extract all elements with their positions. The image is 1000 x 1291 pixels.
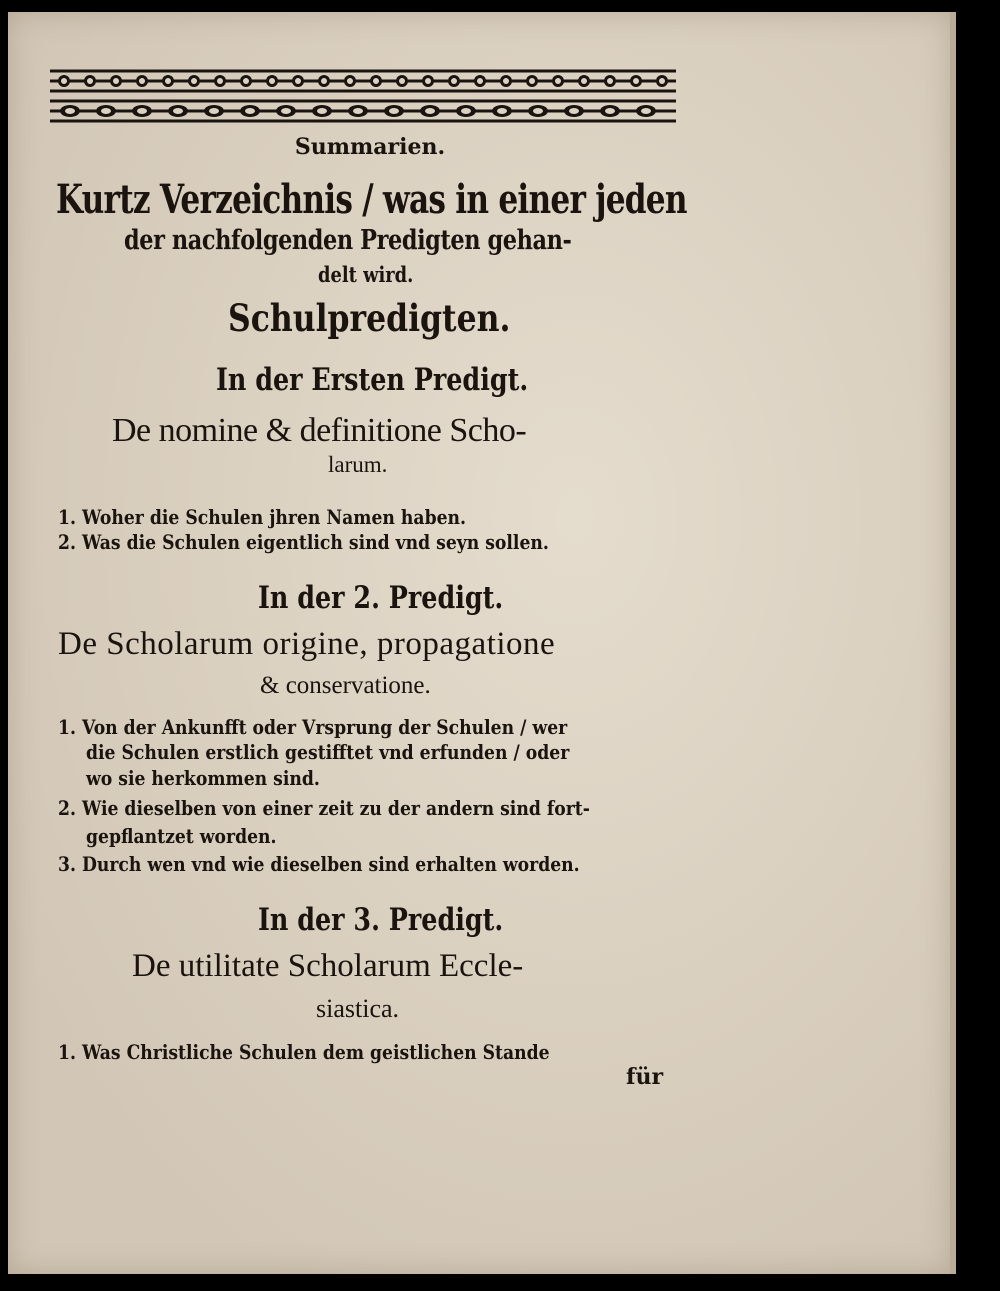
sermon-3-item-1: 1. Was Christliche Schulen dem geistlichen Stande	[58, 1040, 550, 1064]
sermon-2-item-3: 3. Durch wen vnd wie dieselben sind erhalten worden.	[58, 852, 580, 876]
sermon-2-heading: In der 2. Predigt.	[258, 580, 504, 616]
sermon-1-item-2: 2. Was die Schulen eigentlich sind vnd seyn sollen.	[58, 530, 549, 554]
sermon-1-latin-line-1: De nomine & definitione Scho-	[112, 412, 527, 449]
title-line-2: der nachfolgenden Predigten gehan-	[124, 225, 572, 256]
section-title: Schulpredigten.	[228, 296, 511, 340]
sermon-1-heading: In der Ersten Predigt.	[216, 362, 529, 398]
sermon-2-item-2: 2. Wie dieselben von einer zeit zu der andern sind fort-	[58, 796, 590, 820]
sermon-3-latin-line-1: De utilitate Scholarum Eccle-	[132, 948, 524, 984]
title-line-3: delt wird.	[318, 262, 414, 287]
sermon-2-item-1-cont-2: wo sie herkommen sind.	[86, 766, 320, 790]
ornament-border-top	[50, 68, 676, 94]
page-edge	[950, 12, 956, 1274]
sermon-1-latin-line-2: larum.	[328, 452, 388, 477]
sermon-2-latin-line-2: & conservatione.	[260, 672, 431, 699]
sermon-2-item-1-cont: die Schulen erstlich gestifftet vnd erfunden / oder	[86, 740, 570, 764]
title-line-1: Kurtz Verzeichnis / was in einer jeden	[56, 176, 687, 223]
ornament-border-bottom	[50, 98, 676, 124]
sermon-3-heading: In der 3. Predigt.	[258, 902, 504, 938]
sermon-2-item-1: 1. Von der Ankunfft oder Vrsprung der Schulen / wer	[58, 715, 568, 739]
sermon-2-item-2-cont: gepflantzet worden.	[86, 824, 277, 848]
sermon-1-item-1: 1. Woher die Schulen jhren Namen haben.	[58, 505, 467, 529]
summary-label: Summarien.	[294, 134, 446, 160]
sermon-2-latin-line-1: De Scholarum origine, propagatione	[58, 626, 556, 662]
catchword: für	[626, 1064, 664, 1090]
sermon-3-latin-line-2: siastica.	[316, 994, 400, 1023]
